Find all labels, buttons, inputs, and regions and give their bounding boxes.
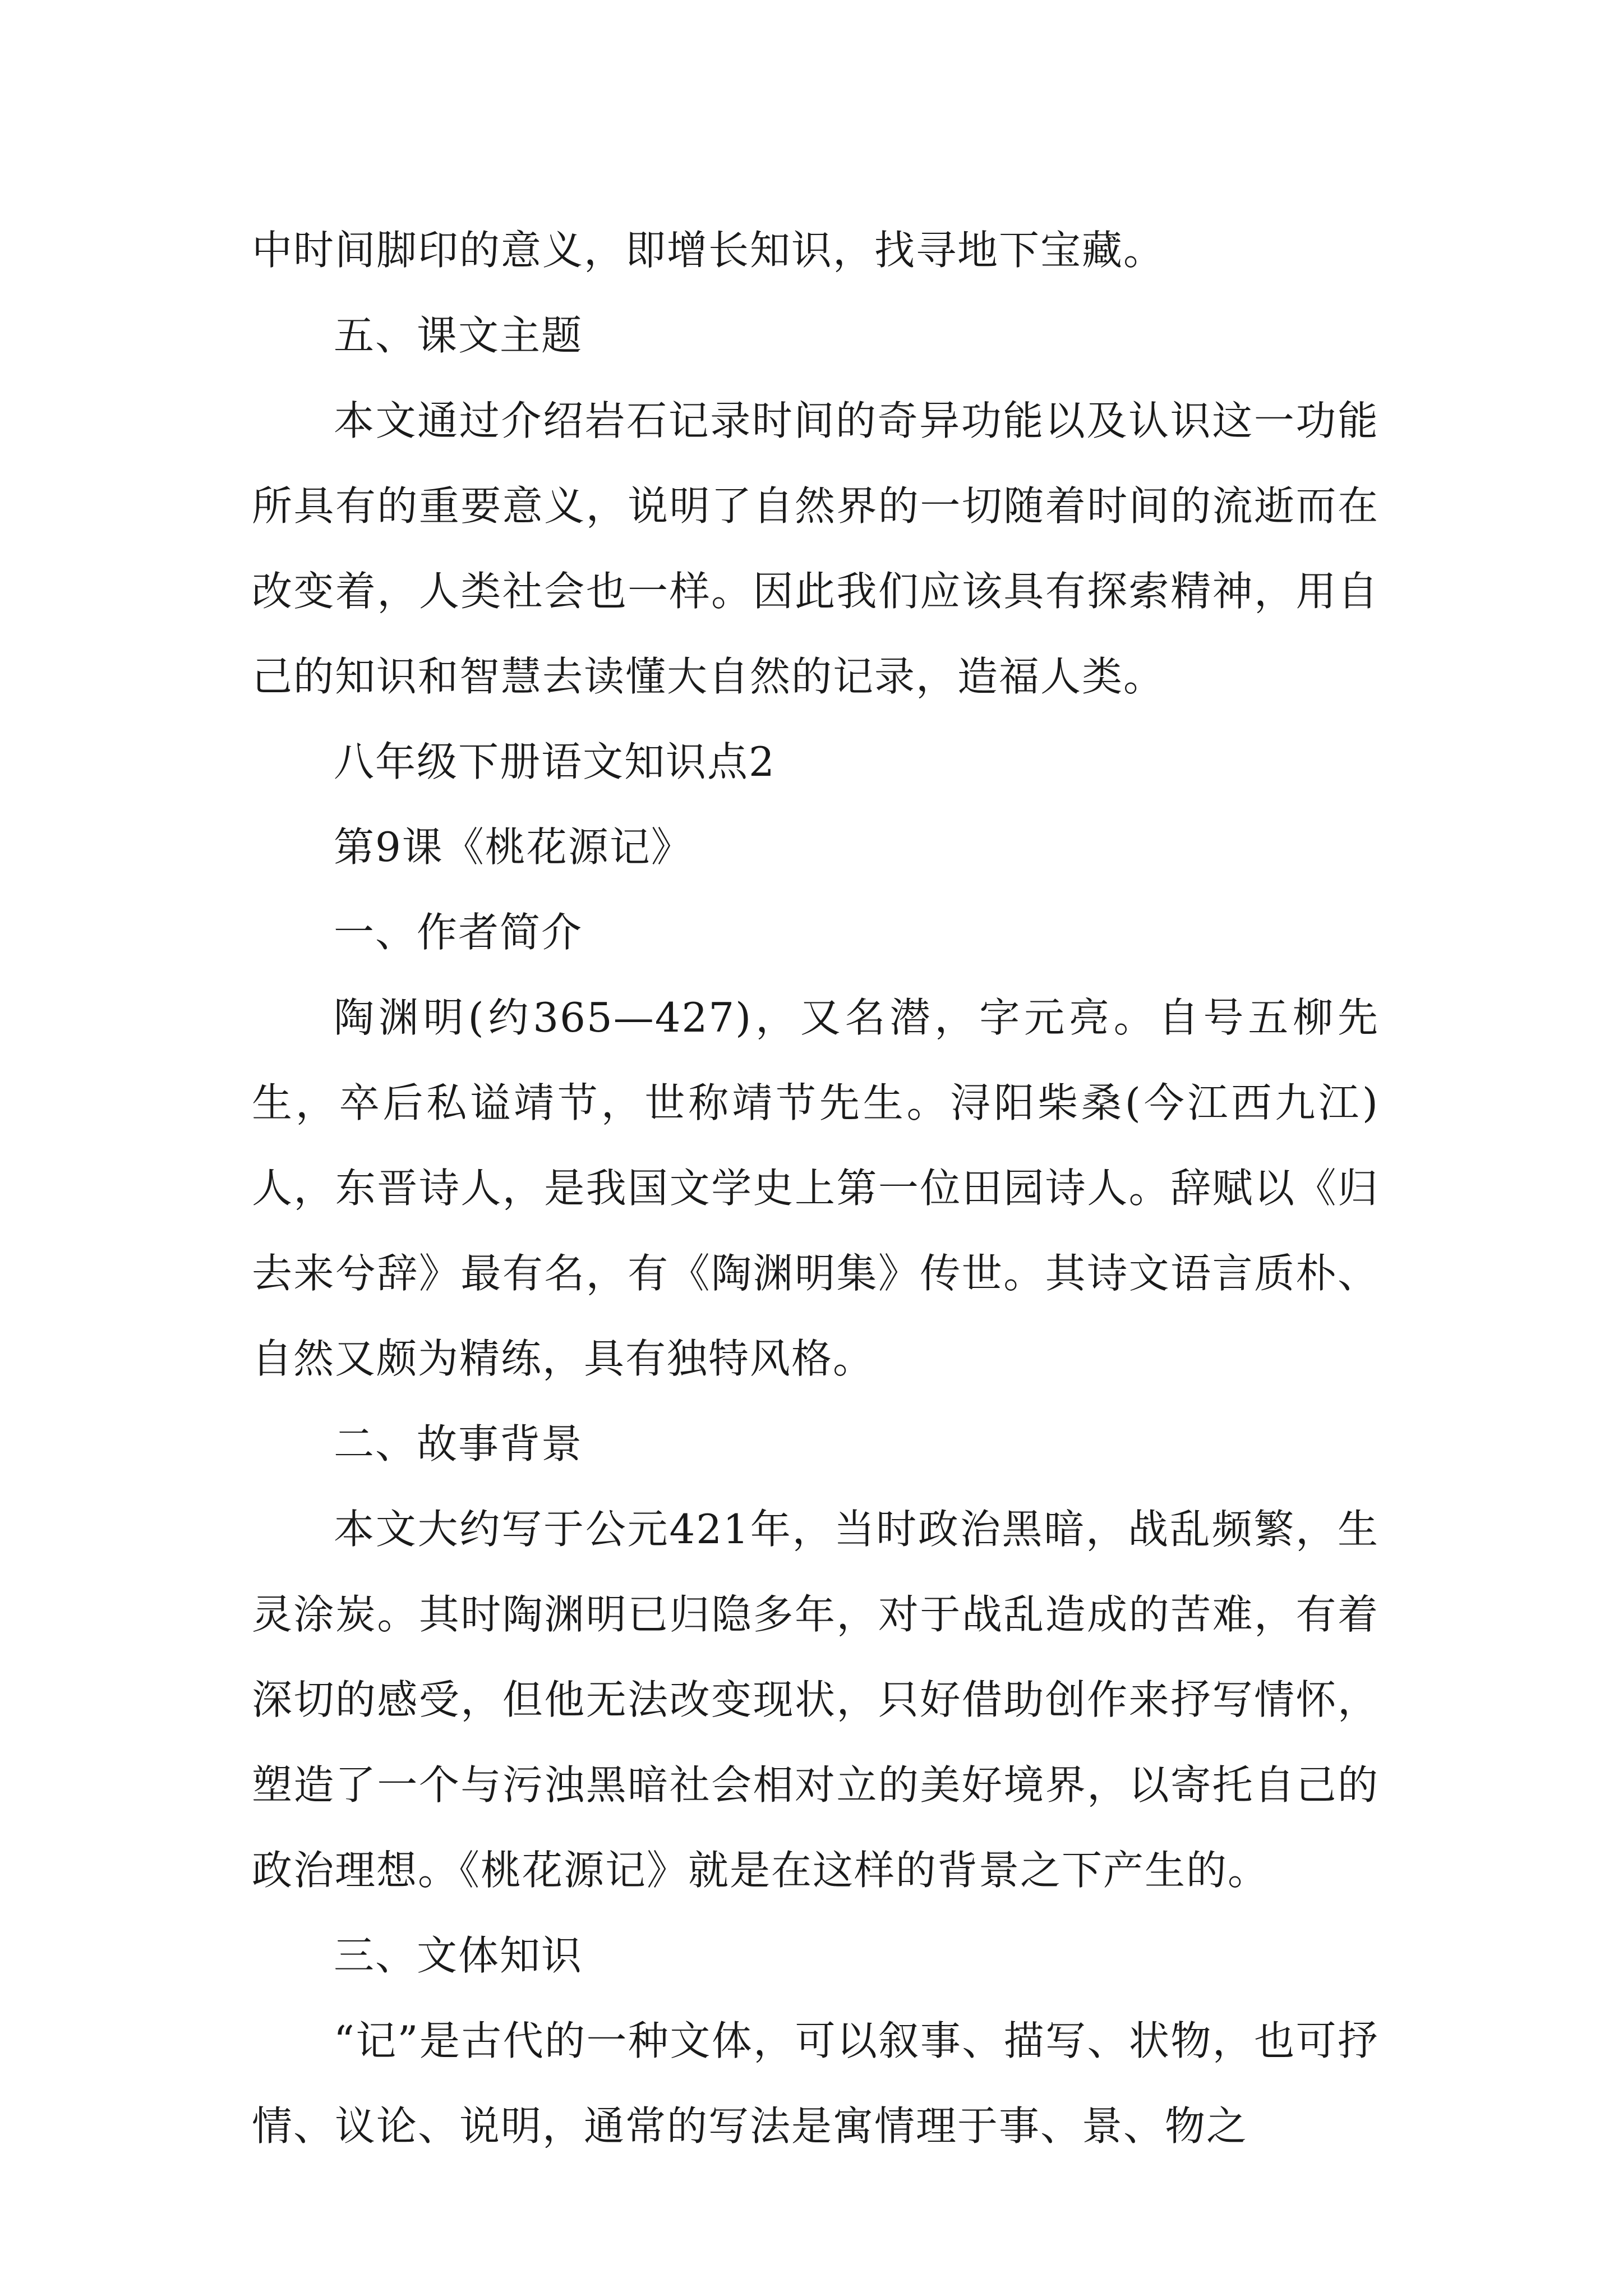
paragraph-genre: “记”是古代的一种文体，可以叙事、描写、状物，也可抒情、议论、说明，通常的写法是寓情理于事、景、物之 (252, 2017, 1379, 2150)
section-heading-background: 二、故事背景 (334, 1420, 583, 1467)
paragraph-continuation: 中时间脚印的意义，即增长知识，找寻地下宝藏。 (252, 227, 1165, 274)
document-body (252, 208, 1379, 2169)
paragraph-author: 陶渊明(约365—427)，又名潜，字元亮。自号五柳先生，卒后私谥靖节，世称靖节先生。浔阳柴桑(今江西九江)人，东晋诗人，是我国文学史上第一位田园诗人。辞赋以《归去来兮辞》最有名，有《陶渊明集》传世。其诗文语言质朴、自然又颇为精练，具有独特风格。 (252, 994, 1379, 1382)
section-heading-author: 一、作者简介 (334, 909, 583, 956)
section-heading-theme: 五、课文主题 (334, 312, 583, 359)
lesson-title: 第9课《桃花源记》 (334, 823, 693, 871)
document-title: 八年级下册语文知识点2 (334, 738, 776, 785)
paragraph-theme: 本文通过介绍岩石记录时间的奇异功能以及认识这一功能所具有的重要意义，说明了自然界的一切随着时间的流逝而在改变着，人类社会也一样。因此我们应该具有探索精神，用自己的知识和智慧去读懂大自然的记录，造福人类。 (252, 397, 1379, 700)
paragraph-background: 本文大约写于公元421年，当时政治黑暗，战乱频繁，生灵涂炭。其时陶渊明已归隐多年，对于战乱造成的苦难，有着深切的感受，但他无法改变现状，只好借助创作来抒写情怀，塑造了一个与污浊黑暗社会相对立的美好境界，以寄托自己的政治理想。《桃花源记》就是在这样的背景之下产生的。 (252, 1506, 1379, 1894)
section-heading-genre: 三、文体知识 (334, 1932, 583, 1979)
